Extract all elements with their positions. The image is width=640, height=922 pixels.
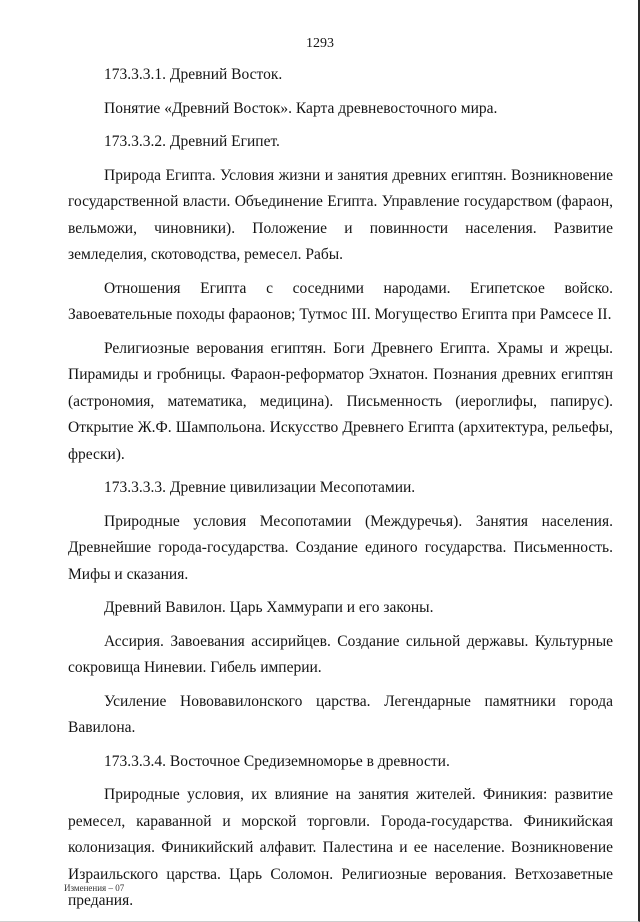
section-heading: 173.3.3.2. Древний Египет. (104, 133, 280, 150)
body-paragraph: Природа Египта. Условия жизни и занятия древних египтян. Возникновение государственной власти. Объединение Египта. Управление государством (фараон, вельможи, чиновники). Положение и повинности населения. Развитие земледелия, скотоводства, ремесел. Рабы. (68, 166, 613, 263)
body-paragraph: Понятие «Древний Восток». Карта древневосточного мира. (104, 99, 498, 117)
footer-note: Изменения – 07 (64, 883, 125, 893)
section-heading: 173.3.3.4. Восточное Средиземноморье в древности. (104, 752, 450, 770)
document-body (68, 62, 613, 922)
body-paragraph: Отношения Египта с соседними народами. Египетское войско. Завоевательные походы фараонов; Тутмос III. Могущество Египта при Рамсесе II. (68, 279, 613, 323)
body-paragraph: Ассирия. Завоевания ассирийцев. Создание сильной державы. Культурные сокровища Ниневии. Гибель империи. (68, 632, 613, 676)
section-heading: 173.3.3.3. Древние цивилизации Месопотамии. (104, 479, 416, 496)
body-paragraph: Природные условия, их влияние на занятия жителей. Финикия: развитие ремесел, караванной и морской торговли. Города-государства. Финикийская колонизация. Финикийский алфавит. Палестина и ее население. Возникновение Израильского царства. Царь Соломон. Религиозные верования. Ветхозаветные предания. (68, 786, 613, 909)
body-paragraph: Древний Вавилон. Царь Хаммурапи и его законы. (104, 599, 434, 616)
body-paragraph: Религиозные верования египтян. Боги Древнего Египта. Храмы и жрецы. Пирамиды и гробницы. Фараон-реформатор Эхнатон. Познания древних египтян (астрономия, математика, медицина). Письменность (иероглифы, папирус). Открытие Ж.Ф. Шампольона. Искусство Древнего Египта (архитектура, рельефы, фрески). (68, 339, 613, 463)
page-number: 1293 (306, 36, 334, 51)
section-heading: 173.3.3.1. Древний Восток. (104, 66, 283, 83)
body-paragraph: Природные условия Месопотамии (Междуречья). Занятия населения. Древнейшие города-государства. Создание единого государства. Письменность. Мифы и сказания. (68, 512, 613, 583)
body-paragraph: Усиление Нововавилонского царства. Легендарные памятники города Вавилона. (68, 692, 613, 736)
